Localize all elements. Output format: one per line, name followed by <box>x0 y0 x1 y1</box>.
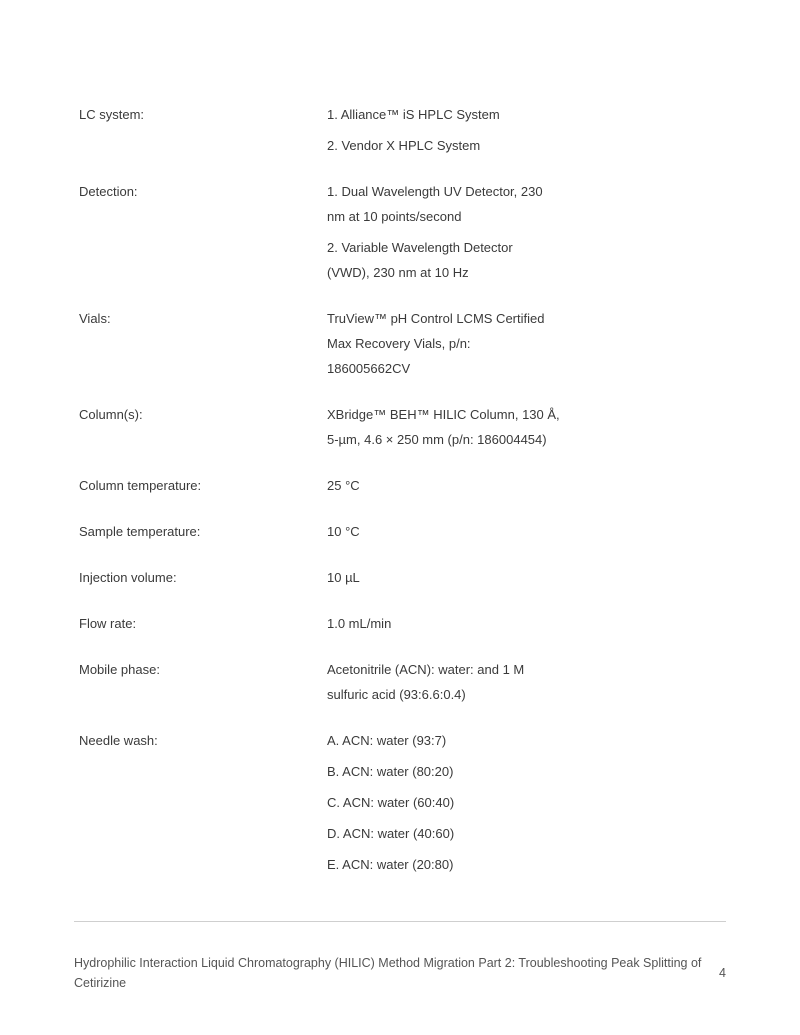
spec-label: Vials: <box>79 311 111 326</box>
spec-value: E. ACN: water (20:80) <box>327 857 454 872</box>
spec-row-columns <box>79 402 639 452</box>
spec-value: XBridge™ BEH™ HILIC Column, 130 Å, 5-µm, 4.6 × 250 mm (p/n: 186004454) <box>327 407 560 447</box>
spec-label: Column temperature: <box>79 478 202 493</box>
spec-value: A. ACN: water (93:7) <box>327 733 447 748</box>
spec-value: 10 µL <box>327 570 360 585</box>
spec-label: Sample temperature: <box>79 524 201 539</box>
spec-value: Acetonitrile (ACN): water: and 1 M sulfuric acid (93:6.6:0.4) <box>327 662 525 702</box>
spec-value: TruView™ pH Control LCMS Certified Max Recovery Vials, p/n: 186005662CV <box>327 311 545 376</box>
page-number: 4 <box>719 966 726 980</box>
spec-row-column-temperature <box>79 473 639 498</box>
method-conditions-table <box>79 102 639 898</box>
spec-row-lc-system <box>79 102 639 158</box>
spec-row-sample-temperature <box>79 519 639 544</box>
spec-label: Detection: <box>79 184 138 199</box>
footer-document-title: Hydrophilic Interaction Liquid Chromatography (HILIC) Method Migration Part 2: Troubleshooting Peak Splitting of Cetirizine <box>74 956 702 990</box>
spec-row-vials <box>79 306 639 381</box>
spec-value: C. ACN: water (60:40) <box>327 795 455 810</box>
spec-row-needle-wash <box>79 728 639 877</box>
footer-divider <box>74 921 726 922</box>
spec-value: 1.0 mL/min <box>327 616 392 631</box>
spec-value: 10 °C <box>327 524 360 539</box>
spec-label: Needle wash: <box>79 733 158 748</box>
spec-row-detection <box>79 179 639 285</box>
spec-value: 1. Dual Wavelength UV Detector, 230 nm at 10 points/second <box>327 184 543 224</box>
spec-value: D. ACN: water (40:60) <box>327 826 455 841</box>
spec-value: 25 °C <box>327 478 360 493</box>
spec-value: 1. Alliance™ iS HPLC System <box>327 107 500 122</box>
spec-value: 2. Vendor X HPLC System <box>327 138 481 153</box>
spec-label: Flow rate: <box>79 616 137 631</box>
spec-label: Column(s): <box>79 407 143 422</box>
spec-row-mobile-phase <box>79 657 639 707</box>
spec-value: B. ACN: water (80:20) <box>327 764 454 779</box>
spec-value: 2. Variable Wavelength Detector (VWD), 230 nm at 10 Hz <box>327 240 513 280</box>
spec-label: Injection volume: <box>79 570 177 585</box>
spec-label: LC system: <box>79 107 145 122</box>
spec-label: Mobile phase: <box>79 662 160 677</box>
spec-row-injection-volume <box>79 565 639 590</box>
spec-row-flow-rate <box>79 611 639 636</box>
